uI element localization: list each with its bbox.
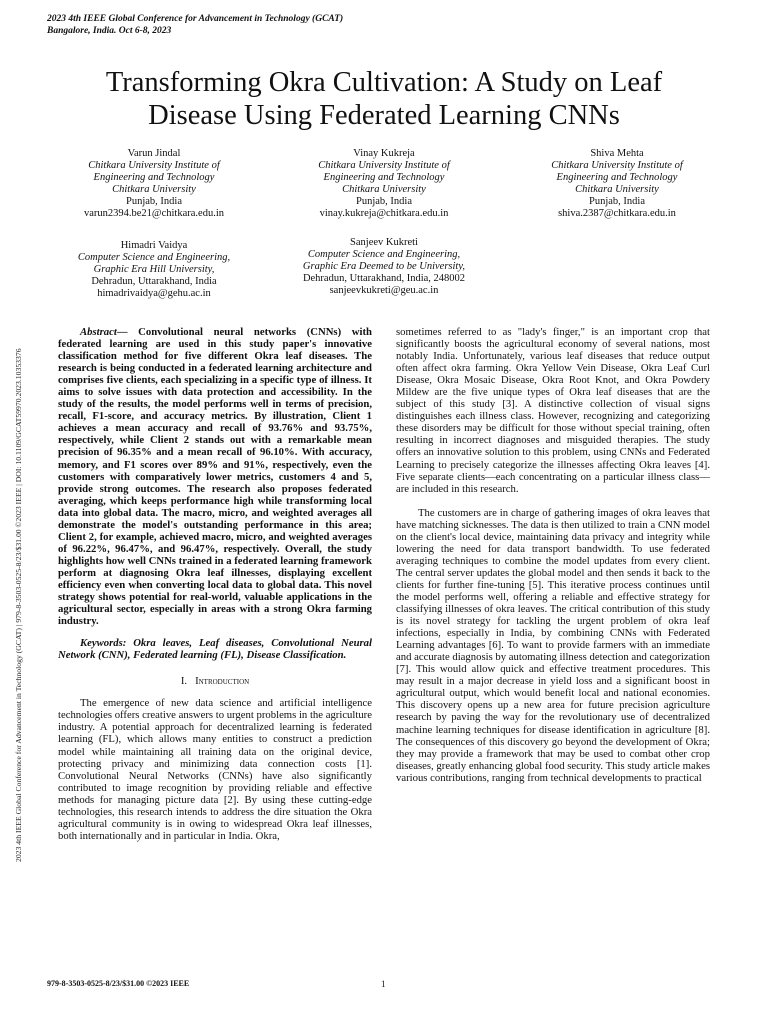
author-email[interactable]: shiva.2387@chitkara.edu.in [558, 208, 676, 219]
author-affiliation: Computer Science and Engineering, [307, 249, 461, 260]
author-email[interactable]: vinay.kukreja@chitkara.edu.in [319, 208, 449, 219]
section-numeral: I. [180, 675, 188, 688]
author-name: Himadri Vaidya [120, 240, 188, 251]
author-affiliation: Chitkara University [342, 184, 426, 195]
author-affiliation: Chitkara University Institute of [551, 160, 683, 171]
conference-name: 2023 4th IEEE Global Conference for Advancement in Technology (GCAT) [47, 14, 344, 24]
author-affiliation: Engineering and Technology [323, 172, 445, 183]
author-affiliation: Chitkara University Institute of [88, 160, 220, 171]
author-affiliation: Chitkara University [112, 184, 196, 195]
author-block [47, 148, 261, 220]
author-block [277, 148, 491, 220]
author-name: Vinay Kukreja [353, 148, 415, 159]
author-block [270, 237, 498, 297]
abstract [58, 326, 372, 627]
author-affiliation: Graphic Era Hill University, [93, 264, 215, 275]
author-affiliation: Graphic Era Deemed to be University, [302, 261, 466, 272]
author-affiliation: Chitkara University [575, 184, 659, 195]
author-email[interactable]: himadrivaidya@gehu.ac.in [97, 288, 211, 299]
author-location: Dehradun, Uttarakhand, India [91, 276, 217, 287]
author-affiliation: Chitkara University Institute of [318, 160, 450, 171]
right-column [396, 326, 710, 784]
doi-side-strip: 2023 4th IEEE Global Conference for Advancement in Technology (GCAT) | 979-8-3503-0525-8/23/$31.00 ©2023 IEEE | DOI: 10.1109/GCAT59970.2023.10353376 [14, 348, 23, 862]
left-column [58, 326, 372, 842]
author-block [510, 148, 724, 220]
author-affiliation: Engineering and Technology [556, 172, 678, 183]
section-heading [58, 675, 372, 687]
keywords: Keywords: Okra leaves, Leaf diseases, Convolutional Neural Network (CNN), Federated learning (FL), Disease Classification. [58, 637, 372, 662]
author-location: Punjab, India [589, 196, 645, 207]
author-location: Punjab, India [356, 196, 412, 207]
author-block [47, 240, 261, 300]
author-location: Punjab, India [126, 196, 182, 207]
author-location: Dehradun, Uttarakhand, India, 248002 [302, 273, 466, 284]
author-name: Shiva Mehta [590, 148, 644, 159]
paper-title [50, 66, 718, 132]
body-paragraph: The customers are in charge of gathering images of okra leaves that have matching sicknesses. The data is then utilized to train a CNN model on the client's local device, maintaining data privacy and integrity while lowering the need for data transport bandwidth. To use federated averaging techniques to combine the model updates from every client. The central server updates the global model and then sends it back to the clients for further fine-tuning [5]. This iterative process continues until the model performs well, offering a reliable and effective strategy for classifying illnesses of okra leaves. The critical contribution of this study is its novel strategy for tackling the urgent problem of okra leaf infections, especially in India, by combining CNNs with Federated Learning advantages [6]. To want to provide farmers with an immediate and accurate diagnosis by automating illness detection and categorization [7]. This would allow quick and effective treatment procedures. This may result in a major decrease in yield loss and a significant boost in agricultural output, which would benefit local and national economies. This discovery opens up a new area for future precision agriculture research by paving the way for the revolutionary use of decentralized machine learning techniques for disease identification in agriculture [8]. The consequences of this discovery go beyond the development of Okra; they may provide a framework that may be used to combat other crop diseases, greatly enhancing global food security. This study article makes various contributions, ranging from technical developments to practical [396, 506, 710, 784]
author-name: Varun Jindal [127, 148, 181, 159]
conference-header [47, 13, 343, 37]
author-name: Sanjeev Kukreti [350, 237, 418, 248]
abstract-lead: Abstract— [80, 326, 128, 338]
author-affiliation: Computer Science and Engineering, [77, 252, 231, 263]
intro-paragraph: The emergence of new data science and artificial intelligence technologies offers creative answers to urgent problems in the agriculture industry. A potential approach for decentralized learning is federated learning (FL), which allows many entities to construct a prediction model while maintaining all training data on the original device, protecting privacy and minimizing data connection costs [1]. Convolutional Neural Networks (CNNs) have also significantly contributed to image recognition by providing reliable and effective methods for managing picture data [2]. By using these cutting-edge technologies, this research intends to address the dire situation the Okra agricultural community is in owing to widespread Okra leaf illnesses, both internationally and in particular in India. Okra, [58, 697, 372, 842]
page-number: 1 [381, 979, 386, 989]
conference-location: Bangalore, India. Oct 6-8, 2023 [47, 26, 172, 36]
abstract-text: Convolutional neural networks (CNNs) with federated learning are used in this study paper's innovative classification method for five different Okra leaf diseases. The research is being conducted in a federated learning architecture and comprises five clients, each specializing in a specific type of illness. It aims to solve issues with data protection and accessibility. In the study of the results, the model performs well in terms of precision, recall, F1-score, and accuracy metrics. By illustration, Client 1 achieves a mean accuracy and recall of 93.76% and 93.75%, respectively, while Client 2 stands out with a remarkable mean precision of 96.35% and a mean recall of 96.10%. With accuracy, memory, and F1 scores over 89% and 91%, respectively, even the customers with comparatively lower metrics, customers 4 and 5, provide strong outcomes. The research also proposes federated averaging, which keeps performance high while transforming local data into global data. The macro, micro, and weighted averages all demonstrate the model's outstanding performance in this area; Client 2, for example, achieved macro, micro, and weighted averages of 96.22%, 96.47%, and 96.47%, respectively. Overall, the study highlights how well CNNs trained in a federated learning framework perform at diagnosing Okra leaf illnesses, displaying excellent efficiency even when converting local data to global data. This novel strategy shows potential for real-world, valuable applications in the agricultural sector, especially in areas with a strong Okra farming industry. [58, 326, 372, 628]
author-affiliation: Engineering and Technology [93, 172, 215, 183]
body-paragraph: sometimes referred to as "lady's finger," is an important crop that significantly boosts the agricultural economy of several nations, most notably India. Unfortunately, various leaf diseases that reduce output often affect okra farming. Okra Yellow Vein Disease, Okra Leaf Curl Disease, Okra Mosaic Disease, Okra Root Knot, and Okra Powdery Mildew are the five unique types of Okra leaf diseases that are the subject of this study [3]. A distinctive collection of visual signs distinguishes each illness class. However, recognizing and categorizing these disorders may be difficult for those without special training, often resulting in incorrect diagnoses and misguided therapies. The study offers an innovative solution to this problem, using CNNs and Federated Learning to precisely categorize the illnesses affecting Okra leaves [4]. Five separate clients—each concentrating on a particular illness class—are included in this research. [396, 326, 710, 495]
section-title: Introduction [195, 675, 250, 688]
title-line-1: Transforming Okra Cultivation: A Study on Leaf [105, 67, 663, 98]
footer-isbn: 979-8-3503-0525-8/23/$31.00 ©2023 IEEE [47, 979, 190, 988]
author-email[interactable]: varun2394.be21@chitkara.edu.in [83, 208, 224, 219]
author-email[interactable]: sanjeevkukreti@geu.ac.in [329, 285, 439, 296]
title-line-2: Disease Using Federated Learning CNNs [148, 100, 620, 131]
